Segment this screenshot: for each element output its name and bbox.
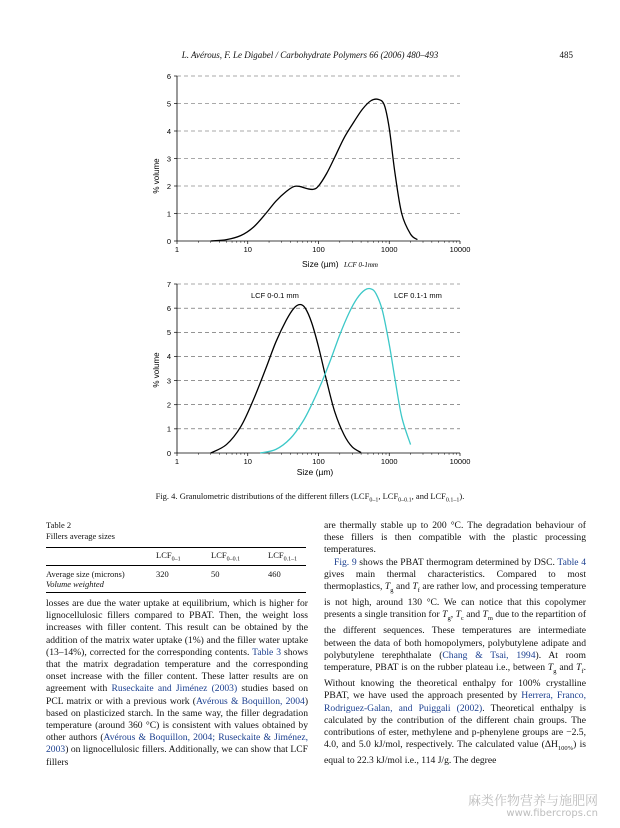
watermark-url: www.fibercrops.cn [506,808,598,819]
series-label-coarse: LCF 0.1-1 mm [394,291,442,300]
table-header-empty [46,548,156,566]
series-label-fine: LCF 0-0.1 mm [251,291,299,300]
y-axis-label: % volume [152,352,161,388]
fillers-size-table [46,547,306,593]
running-header [0,50,620,64]
ref-link[interactable]: Table 3 [252,646,282,658]
y-tick-label: 2 [166,181,171,191]
x-tick-label: 100 [312,457,325,466]
x-tick-label: 10000 [449,245,471,254]
watermark-text: 麻类作物营养与施肥网 [467,794,598,809]
paragraph: losses are due the water uptake at equilibrium, which is higher for lignocellulosic fillers compared to PBAT. Then, the weight loss increases with filler content. This result can be obtained by the addition of the matrix water uptake (1%) and the filler water uptake (13–14%), corrected for the corresponding contents. Table 3 shows that the matrix degradation temperature and the corresponding onset increase with the filler content. These latter results are on agreement with Ruseckaite and Jiménez (2003) studies based on PCL matrix or with a previous work (Avérous & Boquillon, 2004) based on plasticized starch. In the same way, the filler degradation temperature (around 360 °C) is consistent with values obtained by other authors (Avérous & Boquillon, 2004; Ruseckaite & Jiménez, 2003) on lignocellulosic fillers. Additionally, we can show that LCF fillers [46,598,309,768]
y-tick-label: 4 [166,126,171,136]
x-tick-label: 1 [174,457,180,466]
x-tick-label: 100 [312,245,325,254]
y-tick-labels [167,280,171,458]
page-number: 485 [559,50,573,60]
x-tick-labels [175,457,471,466]
x-tick-label: 10 [243,245,252,254]
y-tick-label: 0 [166,236,171,246]
y-tick-label: 5 [166,328,171,338]
y-tick-label: 3 [166,376,171,386]
x-axis-label-main: Size (µm) [302,259,339,269]
x-tick-label: 1 [174,245,180,254]
table-header-row [46,548,306,566]
series-lines [211,99,418,241]
paragraph: Fig. 9 shows the PBAT thermogram determined by DSC. Table 4 gives main thermal characteristics. Compared to most thermoplastics, $T_g$ and $T_f$ are rather low, and processing temperature is not high, around 130 °C. We can notice that this copolymer presents a single transition for $T_g$, $T_c$ and $T_m$ due to the repartition of the different sequences. These temperatures are intermediate between the data of both homopolymers, polybutylene adipate and polybutylene terephthalate (Chang & Tsai, 1994). At room temperature, PBAT is on the rubber plateau i.e., between $T_g$ and $T_f$. Without knowing the theoretical enthalpy for 100% crystalline PBAT, we have used the approach presented by Herrera, Franco, Rodriguez-Galan, and Puiggali (2002). Theoretical enthalpy is calculated by the contribution of the different chain groups. The contributions of ester, methylene and p-phenylene groups are −2.5, 4.0, and 5.0 kJ/mol, respectively. The calculated value $(\Delta H_{100\%})$ is equal to 22.3 kJ/mol i.e., 114 J/g. The degree [324,556,587,767]
chart-axes [174,284,460,456]
fig-link[interactable]: Fig. 9 [334,556,357,568]
ref-link[interactable]: Ruseckaite and Jiménez (2003) [111,683,238,695]
x-tick-label: 1000 [380,245,398,254]
ref-link[interactable]: Chang & Tsai, 1994 [442,649,536,661]
table-header-col: $LCF_{0.1-1}$ [268,548,306,566]
x-tick-label: 10000 [449,457,471,466]
chart-grid [177,284,460,429]
figure-caption: Fig. 4. Granulometric distributions of the different fillers ($LCF_{0-1}$, $LCF_{0-0.1}$, and $LCF_{0.1-1}$). [155,491,465,504]
y-axis-label: % volume [152,158,161,194]
x-axis-label-note: LCF 0-1mm [343,261,378,269]
table-header-col: $LCF_{0-1}$ [156,548,211,566]
y-tick-label: 4 [166,352,171,362]
x-axis-label: Size (µm) [296,467,334,477]
y-tick-label: 1 [166,424,171,434]
paragraph: are thermally stable up to 200 °C. The degradation behaviour of these fillers is then compatible with the plastic processing temperatures. [324,520,586,556]
x-tick-labels [175,245,471,254]
table-2 [46,520,306,593]
running-title: L. Avérous, F. Le Digabel / Carbohydrate Polymers 66 (2006) 480–493 [181,50,439,60]
body-column-right [324,520,586,767]
granulometry-chart-fine-coarse [140,278,480,483]
body-column-left [46,598,308,769]
table-cell: 320 [156,565,211,592]
y-tick-label: 3 [166,154,171,164]
y-tick-label: 7 [166,279,171,289]
table-number: Table 2 [46,520,72,530]
chart-axes [174,76,460,244]
x-tick-label: 1000 [380,457,398,466]
table-link[interactable]: Table 4 [557,556,586,568]
y-tick-label: 5 [166,99,171,109]
table-title: Fillers average sizes [46,531,115,541]
figure-label: Fig. 4. [155,491,178,501]
series-lines [211,289,411,453]
x-tick-label: 10 [243,457,252,466]
granulometry-chart-lcf-0-1 [140,66,480,276]
y-tick-label: 1 [166,209,171,219]
series-line-1 [211,99,418,241]
y-tick-label: 6 [166,71,171,81]
chart-grid [177,76,460,214]
table-cell: 460 [268,565,306,592]
ref-link[interactable]: Avérous & Boquillon, 2004 [195,695,305,707]
y-tick-label: 2 [166,400,171,410]
series-line-1 [211,305,361,453]
series-line-2 [260,289,410,453]
table-header-col: $LCF_{0-0.1}$ [211,548,268,566]
y-tick-labels [167,72,171,246]
table-row-label: Average size (microns) Volume weighted [46,565,156,592]
y-tick-label: 0 [166,448,171,458]
x-axis-label [302,259,378,269]
ref-link[interactable]: Herrera, Franco, Rodriguez-Galan, and Puiggali (2002) [324,690,586,714]
table-row [46,565,306,592]
table-cell: 50 [211,565,268,592]
y-tick-label: 6 [166,303,171,313]
ref-link[interactable]: Avérous & Boquillon, 2004; Ruseckaite & Jiménez, 2003 [46,732,308,756]
